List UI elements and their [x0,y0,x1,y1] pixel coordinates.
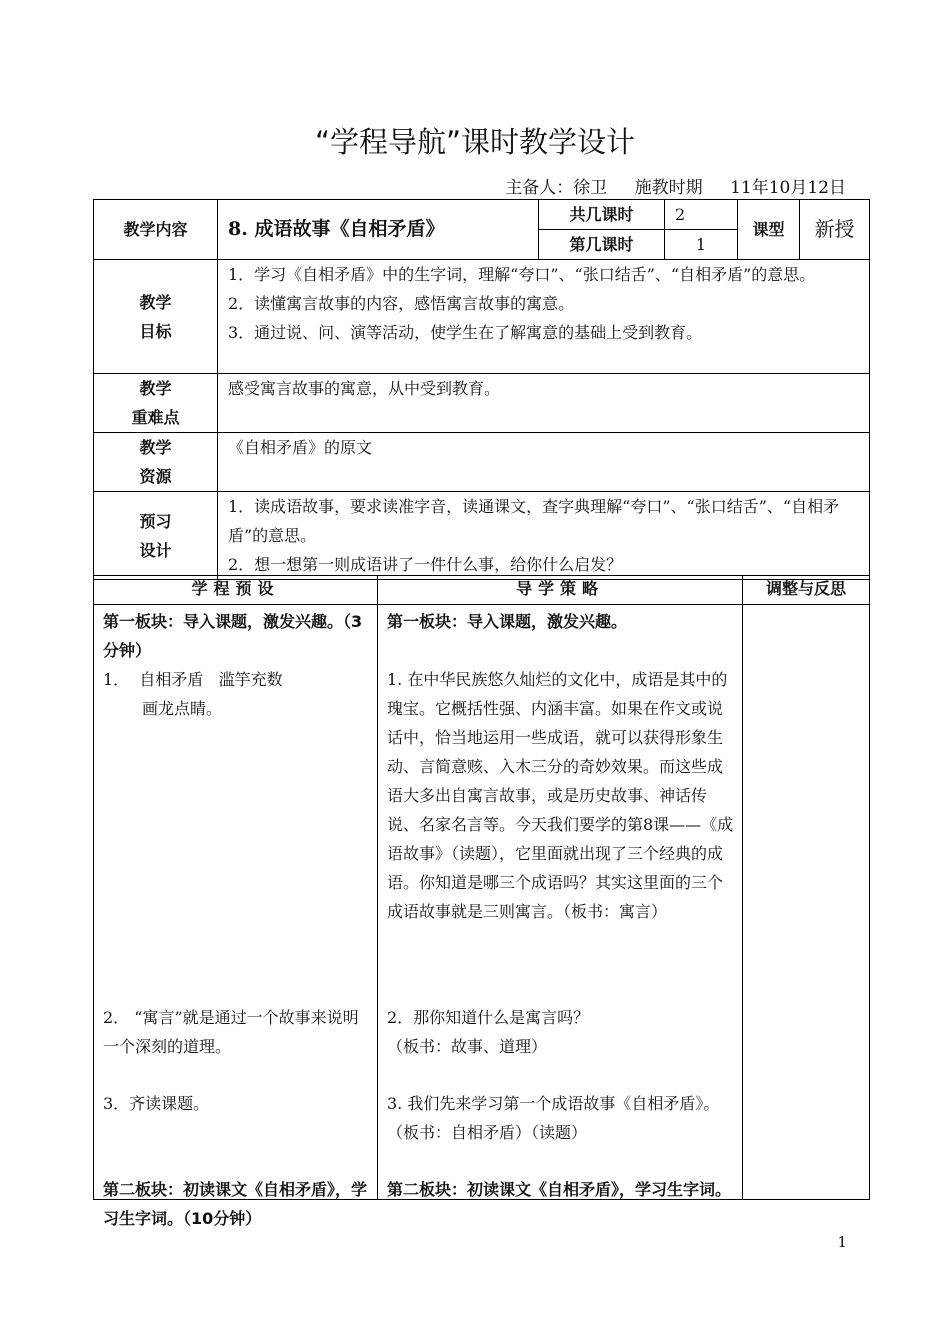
preset-item1a: 1． 自相矛盾 滥竽充数 [103,670,283,689]
header-strategy: 导学策略 [378,576,743,605]
goal-item: 3．通过说、问、演等活动，使学生在了解寓意的基础上受到教育。 [228,323,703,342]
prep-label: 预习 设计 [94,492,218,580]
resources-label: 教学 资源 [94,433,218,492]
lesson-info-table [93,199,870,580]
prep [218,492,870,580]
strategy-block1-title: 第一板块：导入课题，激发兴趣。 [387,612,628,631]
key-points: 感受寓言故事的寓意，从中受到教育。 [218,374,870,433]
goals-label: 教学 目标 [94,260,218,374]
strategy-p3: 3. 我们先来学习第一个成语故事《自相矛盾》。（板书：自相矛盾）（读题） [387,1094,720,1142]
preset-column [94,605,377,1228]
prep-item: 2．想一想第一则成语讲了一件什么事，给你什么启发？ [228,555,623,574]
header-preset: 学程预设 [94,576,378,605]
preset-item1b: 画龙点睛。 [142,699,223,718]
preset-block1-title: 第一板块：导入课题，激发兴趣。（3分钟） [103,612,363,660]
which-hour-label: 第几课时 [539,230,665,260]
preset-item3: 3．齐读课题。 [103,1094,210,1113]
strategy-column [378,605,742,1199]
page-title: “学程导航”课时教学设计 [314,125,636,159]
prep-item: 1．读成语故事，要求读准字音，读通课文，查字典理解“夸口”、“张口结舌”、“自相矛盾”的意思。 [228,497,840,545]
strategy-p2: 2．那你知道什么是寓言吗？ [387,1008,590,1027]
preparer: 主备人：徐卫 [505,178,608,198]
strategy-p1: 1. 在中华民族悠久灿烂的文化中，成语是其中的瑰宝。它概括性强、内涵丰富。如果在作文或说话中，恰当地运用一些成语，就可以获得形象生动、言简意赅、入木三分的奇妙效果。而这些成语大多出自寓言故事，或是历史故事、神话传说、名家名言等。今天我们要学的第8课——《成语故事》（读题），它里面就出现了三个经典的成语。你知道是哪三个成语吗？其实这里面的三个成语故事就是三则寓言。（板书：寓言） [387,670,734,921]
header-reflection: 调整与反思 [743,576,870,605]
reflection-column [743,605,870,1200]
total-hours-label: 共几课时 [539,200,665,230]
content-label: 教学内容 [94,200,218,260]
strategy-p2b: （板书：故事、道理） [387,1037,548,1056]
strategy-block2-title: 第二板块：初读课文《自相矛盾》，学习生字词。 [387,1180,732,1199]
preset-block2-title: 第二板块：初读课文《自相矛盾》，学习生字词。（10分钟） [103,1180,368,1228]
meta-line [505,173,846,198]
goal-item: 2．读懂寓言故事的内容，感悟寓言故事的寓意。 [228,294,575,313]
total-hours: 2 [665,200,738,230]
which-hour: 1 [665,230,738,260]
teaching-date: 11年10月12日 [730,178,846,198]
period-label: 施教时期 [634,178,703,198]
preset-item2: 2． “寓言”就是通过一个故事来说明一个深刻的道理。 [103,1008,359,1056]
lesson-plan-table [93,575,870,1228]
type-value: 新授 [800,200,870,260]
type-label: 课型 [738,200,800,260]
goal-item: 1．学习《自相矛盾》中的生字词，理解“夸口”、“张口结舌”、“自相矛盾”的意思。 [228,265,816,284]
lesson-title: 8. 成语故事《自相矛盾》 [218,200,539,260]
goals [218,260,870,374]
key-label: 教学 重难点 [94,374,218,433]
resources: 《自相矛盾》的原文 [218,433,870,492]
page-number: 1 [837,1233,847,1251]
